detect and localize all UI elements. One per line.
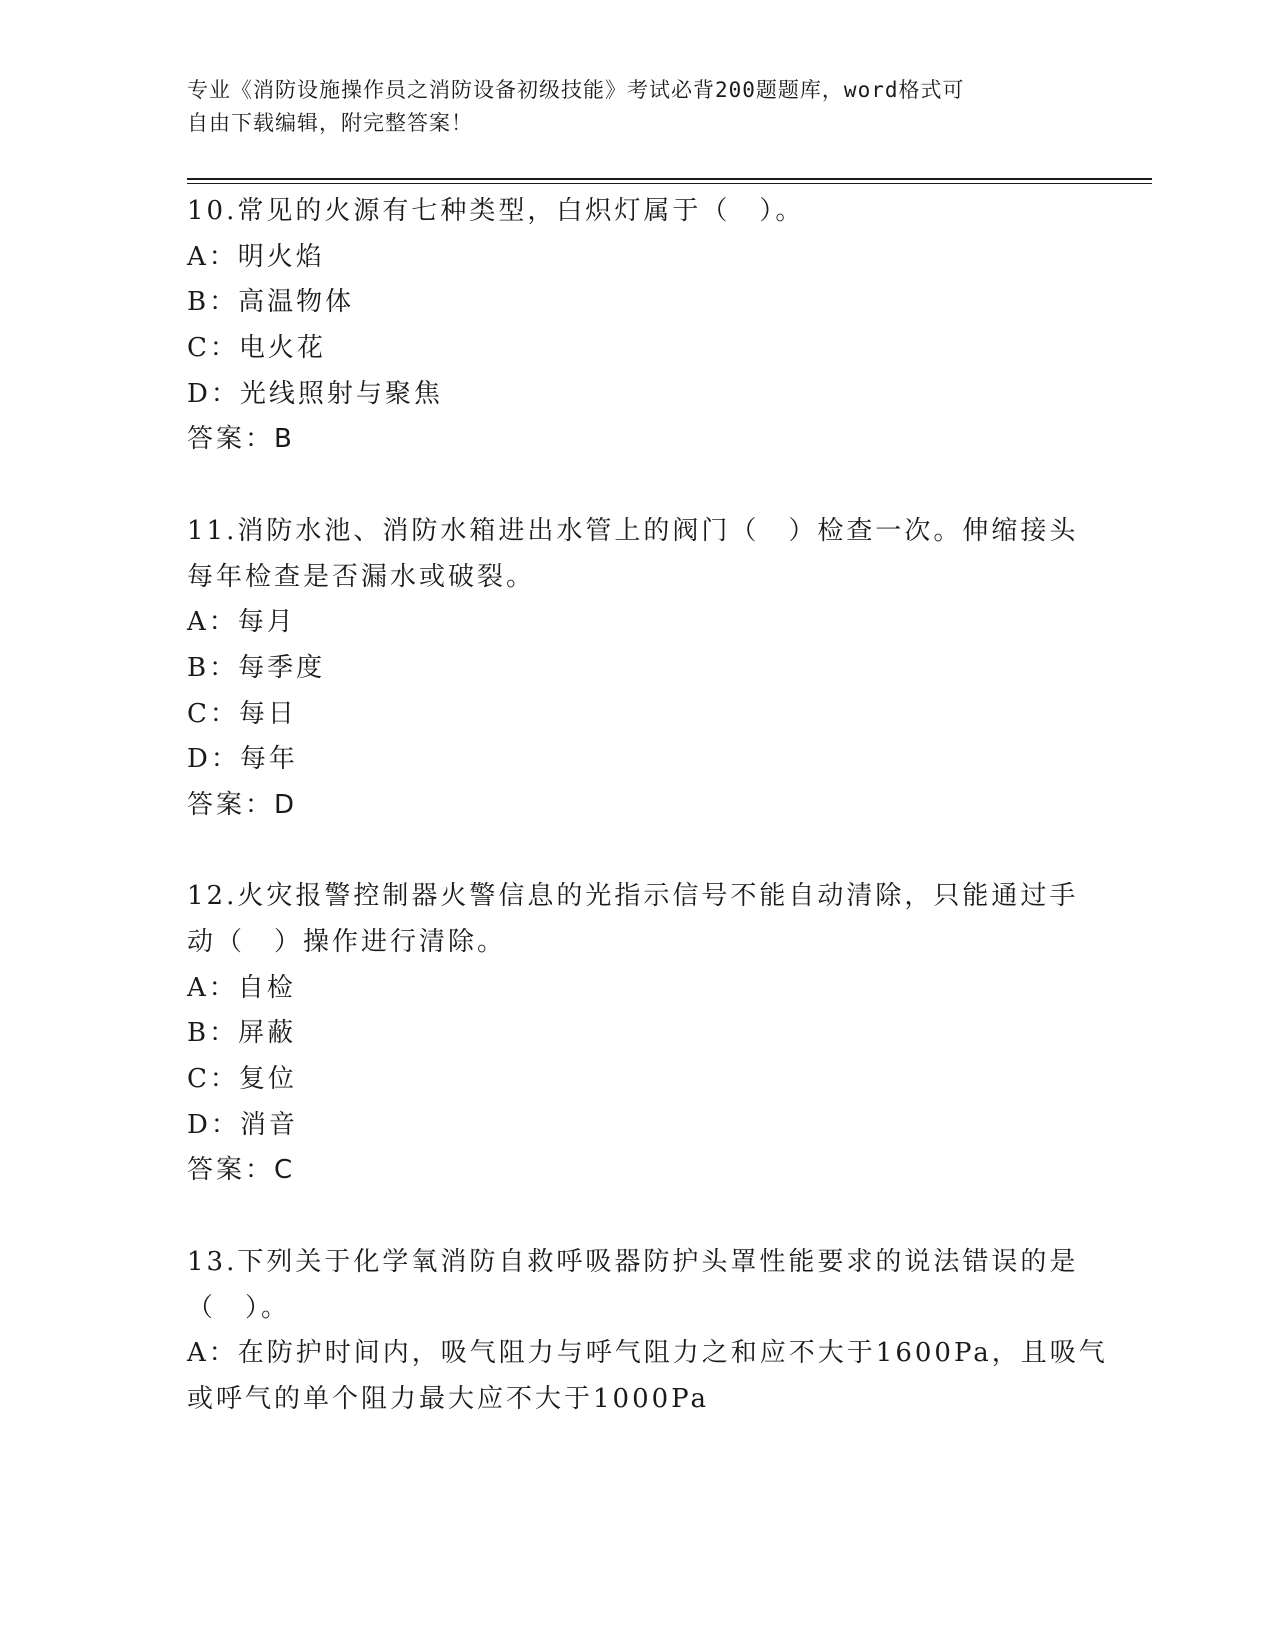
option-d: D：消音 xyxy=(187,1109,298,1140)
question-block xyxy=(187,189,1087,509)
option-c: C：复位 xyxy=(187,1064,297,1095)
header-divider-thin xyxy=(187,183,1152,184)
option-b: B：每季度 xyxy=(187,652,326,683)
question-stem-continued: （ ）。 xyxy=(187,1292,291,1323)
header-divider-thick xyxy=(187,178,1152,180)
header-line-1: 专业《消防设施操作员之消防设备初级技能》考试必背200题题库，word格式可 xyxy=(187,78,965,102)
option-a-continued: 或呼气的单个阻力最大应不大于1000Pa xyxy=(187,1383,709,1414)
option-d: D：光线照射与聚焦 xyxy=(187,378,443,409)
option-c: C：电火花 xyxy=(187,333,326,364)
answer-line: 答案：D xyxy=(187,789,298,820)
answer-line: 答案：C xyxy=(187,1155,296,1186)
question-block xyxy=(187,1240,1108,1423)
document-header xyxy=(187,74,1087,140)
question-stem-continued: 动（ ）操作进行清除。 xyxy=(187,927,507,957)
question-spacer xyxy=(187,1194,1087,1240)
option-b: B：屏蔽 xyxy=(187,1018,297,1049)
question-spacer xyxy=(187,829,1087,875)
question-block xyxy=(187,509,1087,875)
option-a: A：明火焰 xyxy=(187,241,325,272)
question-spacer xyxy=(187,463,1087,509)
question-stem: 12.火灾报警控制器火警信息的光指示信号不能自动清除，只能通过手 xyxy=(187,881,1079,912)
option-a: A：自检 xyxy=(187,972,296,1003)
question-block xyxy=(187,874,1087,1240)
option-a: A：在防护时间内，吸气阻力与呼气阻力之和应不大于1600Pa，且吸气 xyxy=(187,1338,1108,1369)
question-stem: 11.消防水池、消防水箱进出水管上的阀门（ ）检查一次。伸缩接头 xyxy=(187,515,1079,546)
answer-line: 答案：B xyxy=(187,424,295,455)
question-stem: 13.下列关于化学氧消防自救呼吸器防护头罩性能要求的说法错误的是 xyxy=(187,1246,1079,1277)
question-stem: 10.常见的火源有七种类型，白炽灯属于（ ）。 xyxy=(187,196,805,226)
header-line-2: 自由下载编辑，附完整答案！ xyxy=(187,111,473,135)
option-a: A：每月 xyxy=(187,607,296,638)
question-list xyxy=(187,189,1108,1423)
option-d: D：每年 xyxy=(187,744,298,775)
question-stem-continued: 每年检查是否漏水或破裂。 xyxy=(187,561,536,592)
option-b: B：高温物体 xyxy=(187,287,355,318)
option-c: C：每日 xyxy=(187,698,297,729)
